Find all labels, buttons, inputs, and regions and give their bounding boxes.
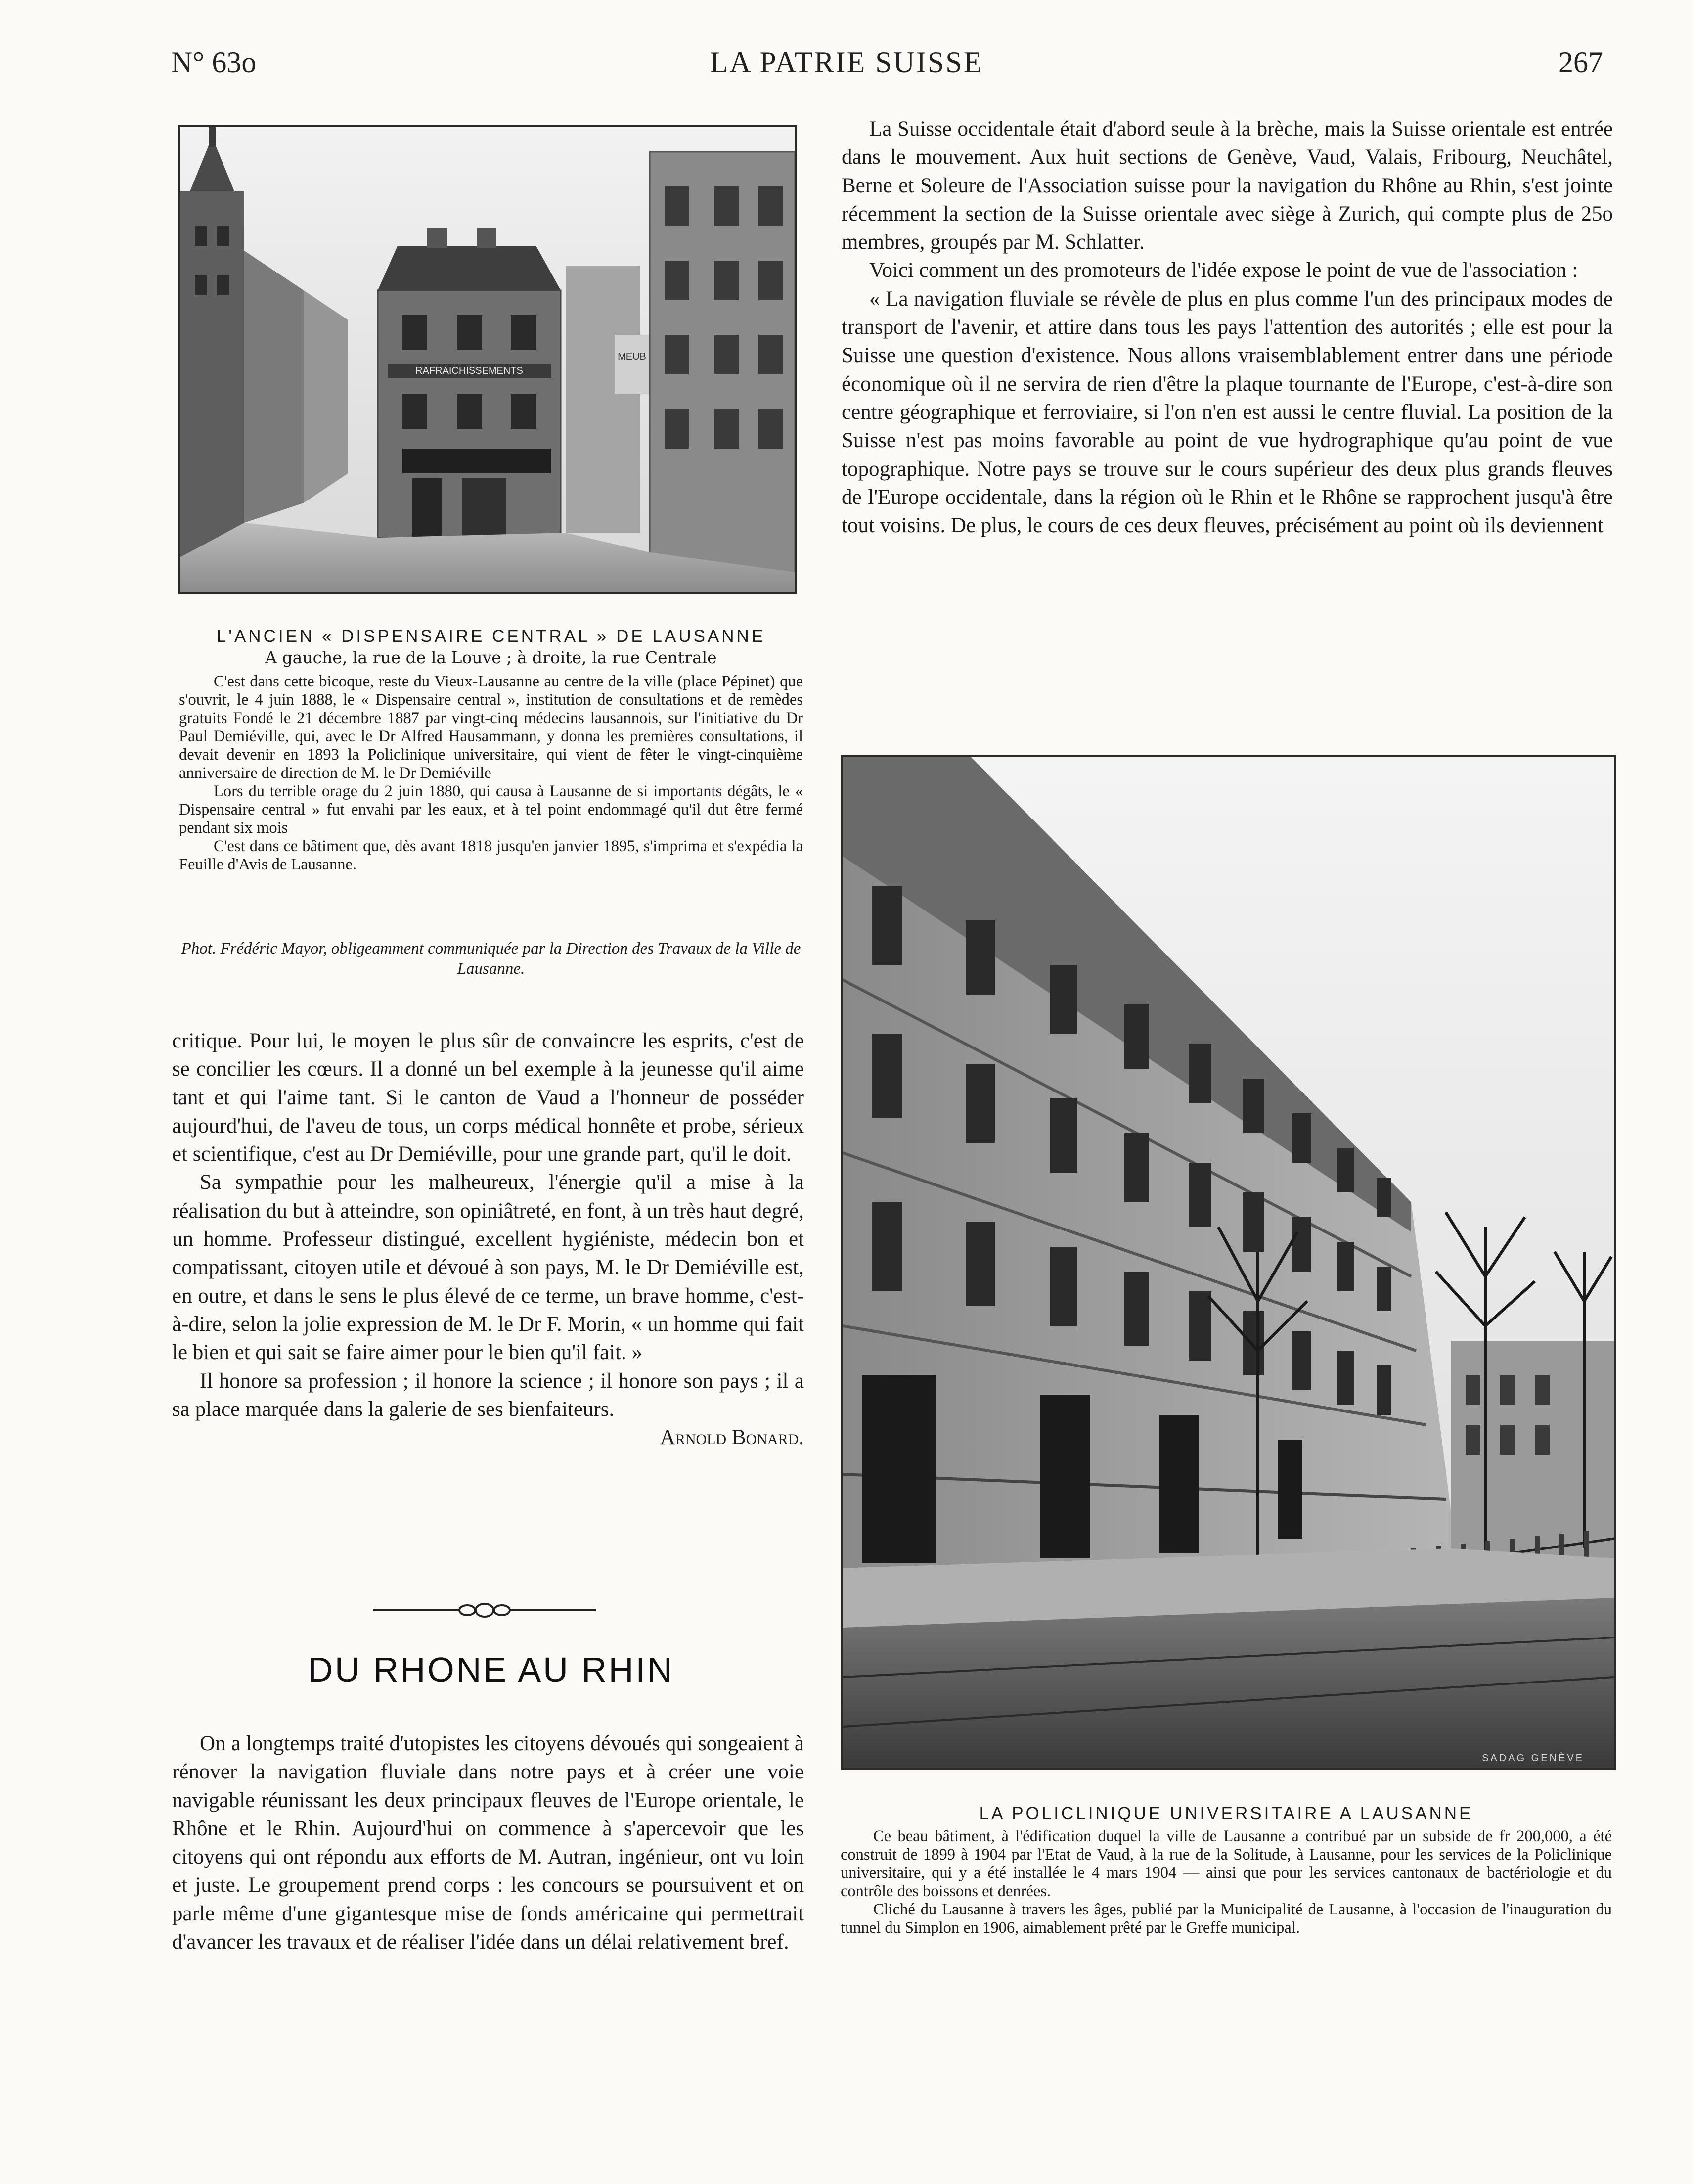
right-sign: MEUB xyxy=(618,351,646,362)
publication-title: LA PATRIE SUISSE xyxy=(710,46,983,79)
left-caption-paragraph-2: Lors du terrible orage du 2 juin 1880, qui causa à Lausanne de si importants dégâts, le « Dispensaire central » fut envahi par les eaux, et à tel point endommagé qu'il dut être fermé pendant six mois xyxy=(179,782,803,837)
right-article-text xyxy=(842,115,1613,540)
policlinique-photo xyxy=(841,755,1616,1770)
left-paragraph-1: critique. Pour lui, le moyen le plus sûr de convaincre les esprits, c'est de se concilier les cœurs. Il a donné un bel exemple à la jeunesse qu'il aime tant et qui l'aime tant. Si le canton de Vaud a l'honneur de posséder aujourd'hui, de l'aveu de tous, un corps médical honnête et probe, sérieux et scientifique, c'est au Dr Demiéville, pour une grande part, qu'il le doit. xyxy=(172,1029,804,1166)
left-article-continuation xyxy=(172,1027,804,1452)
right-photo-caption-title: LA POLICLINIQUE UNIVERSITAIRE A LAUSANNE xyxy=(979,1804,1473,1823)
section-paragraph: On a longtemps traité d'utopistes les citoyens dévoués qui songeaient à rénover la navigation fluviale dans notre pays et à créer une voie navigable réunissant les deux principaux fleuves de l'Europe orientale, le Rhône et le Rhin. Aujourd'hui on commence à s'apercevoir que les citoyens qui ont répondu aux efforts de M. Autran, ingénieur, ont vu loin et juste. Le groupement prend corps : les concours se poursuivent et on parle même d'une gigantesque mise de fonds américaine qui permettrait d'avancer les travaux et de réaliser l'idée dans un délai relativement bref. xyxy=(172,1732,804,1954)
right-photo-caption-body xyxy=(841,1827,1612,1937)
section-heading: DU RHONE AU RHIN xyxy=(308,1650,674,1689)
left-caption-paragraph-1: C'est dans cette bicoque, reste du Vieux-Lausanne au centre de la ville (place Pépinet) que s'ouvrit, le 4 juin 1888, le « Dispensaire central », institution de consultations et de remèdes gratuits Fondé le 21 décembre 1887 par vingt-cinq médecins lausannois, sur l'initiative du Dr Paul Demiéville, qui, avec le Dr Alfred Hausammann, y donna les premières consultations, il devait devenir en 1893 la Policlinique universitaire, qui vient de fêter le vingt-cinquième anniversaire de direction de M. le Dr Demiéville xyxy=(179,673,803,782)
section-body xyxy=(172,1729,804,1956)
right-paragraph-3: « La navigation fluviale se révèle de plus en plus comme l'un des principaux modes de transport de l'avenir, et attire dans tous les pays l'attention des autorités ; elle est pour la Suisse une question d'existence. Nous allons vraisemblablement entrer dans une période économique où il ne servira de rien d'être la plaque tournante de l'Europe, c'est-à-dire son centre géographique et ferroviaire, si l'on n'en est aussi le centre fluvial. La position de la Suisse n'est pas moins favorable au point de vue hydrographique qu'au point de vue topographique. Notre pays se trouve sur le cours supérieur des deux plus grands fleuves de l'Europe occidentale, dans la région où le Rhin et le Rhône se rapprochent jusqu'à être tout voisins. De plus, le cours de ces deux fleuves, précisément au point où ils deviennent xyxy=(842,287,1613,538)
issue-number: N° 63o xyxy=(171,46,257,79)
left-paragraph-2: Sa sympathie pour les malheureux, l'énergie qu'il a mise à la réalisation du but à atteindre, son opiniâtreté, en font, à un très haut degré, un homme. Professeur distingué, excellent hygiéniste, médecin bon et compatissant, citoyen utile et dévoué à son pays, M. le Dr Demiéville est, en outre, et dans le sens le plus élevé de ce terme, un brave homme, c'est-à-dire, selon la jolie expression de M. le Dr F. Morin, « un homme qui fait le bien et qui sait se faire aimer pour le bien qu'il fait. » xyxy=(172,1171,804,1365)
street-scene-illustration xyxy=(180,127,795,592)
right-caption-paragraph-1: Ce beau bâtiment, à l'édification duquel la ville de Lausanne a contribué par un subside de fr 200,000, a été construit de 1899 à 1904 par l'Etat de Vaud, à la rue de la Solitude, à Lausanne, pour les services de la Policlinique universitaire, qui y a été installée le 4 mars 1904 — ainsi que pour les services cantonaux de bactériologie et du contrôle des boissons et denrées. xyxy=(841,1827,1612,1900)
engraver-stamp: SADAG GENÈVE xyxy=(1482,1753,1584,1764)
left-caption-paragraph-3: C'est dans ce bâtiment que, dès avant 1818 jusqu'en janvier 1895, s'imprima et s'expédia la Feuille d'Avis de Lausanne. xyxy=(179,837,803,873)
signature-name: Arnold Bonard. xyxy=(660,1426,804,1450)
divider-ornament-icon xyxy=(368,1598,601,1623)
left-photo-credit: Phot. Frédéric Mayor, obligeamment communiquée par la Direction des Travaux de la Ville de Lausanne. xyxy=(181,940,801,978)
right-paragraph-2: Voici comment un des promoteurs de l'idée expose le point de vue de l'association : xyxy=(869,259,1578,282)
shop-sign: RAFRAICHISSEMENTS xyxy=(415,365,523,376)
left-photo-caption-sub: A gauche, la rue de la Louve ; à droite, la rue Centrale xyxy=(265,648,717,667)
dispensary-photo xyxy=(178,125,797,594)
left-photo-caption-body xyxy=(179,673,803,874)
left-paragraph-3: Il honore sa profession ; il honore la science ; il honore son pays ; il a sa place marquée dans la galerie de ses bienfaiteurs. xyxy=(172,1369,804,1421)
left-photo-caption-title: L'ANCIEN « DISPENSAIRE CENTRAL » DE LAUSANNE xyxy=(216,627,766,646)
right-paragraph-1: La Suisse occidentale était d'abord seule à la brèche, mais la Suisse orientale est entrée dans le mouvement. Aux huit sections de Genève, Vaud, Valais, Fribourg, Neuchâtel, Berne et Soleure de l'Association suisse pour la navigation du Rhône au Rhin, s'est jointe récemment la section de la Suisse orientale avec siège à Zurich, qui compte plus de 25o membres, groupés par M. Schlatter. xyxy=(842,117,1613,254)
article-signature xyxy=(172,1423,804,1452)
page-number: 267 xyxy=(1559,46,1603,79)
building-illustration xyxy=(843,757,1614,1768)
right-caption-paragraph-2: Cliché du Lausanne à travers les âges, publié par la Municipalité de Lausanne, à l'occasion de l'inauguration du tunnel du Simplon en 1906, aimablement prêté par le Greffe municipal. xyxy=(841,1901,1612,1937)
